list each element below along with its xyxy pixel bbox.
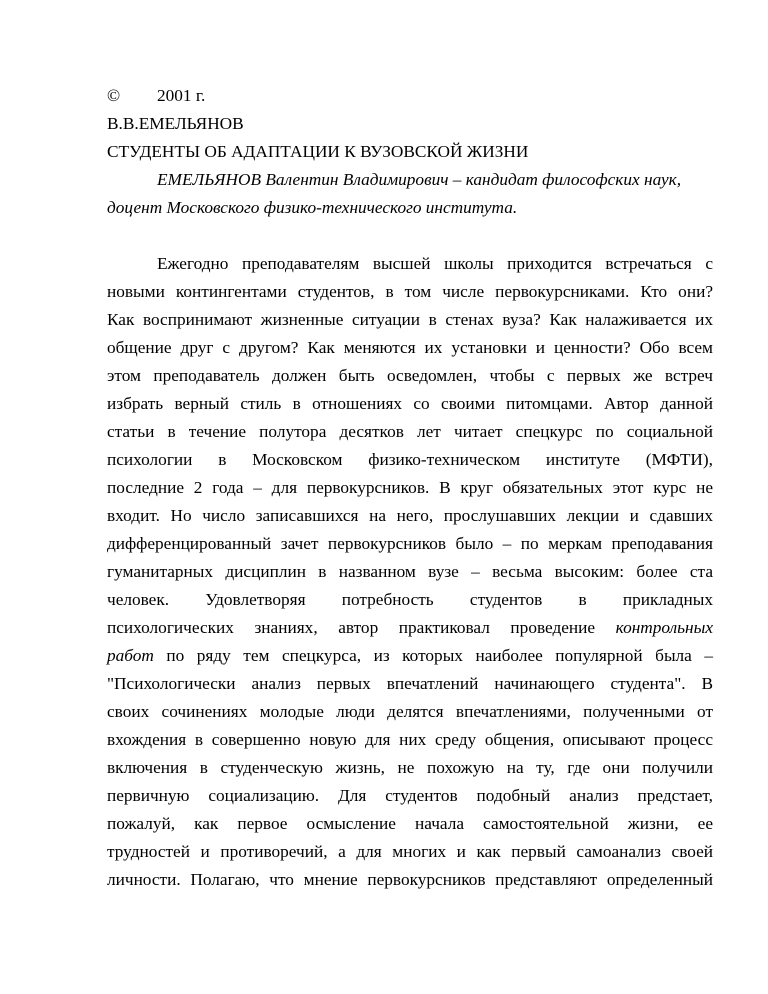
body-line: включения в студенческую жизнь, не похожую на ту, где они получили: [107, 758, 713, 777]
body-line: общение друг с другом? Как меняются их установки и ценности? Обо всем: [107, 338, 713, 357]
body-line: входит. Но число записавшихся на него, прослушавших лекции и сдавших: [107, 506, 713, 525]
copyright-symbol: ©: [107, 86, 121, 105]
document-page: [107, 82, 713, 894]
body-line: Ежегодно преподавателям высшей школы приходится встречаться с: [157, 254, 713, 273]
author-info-line-1: ЕМЕЛЬЯНОВ Валентин Владимирович – кандидат философских наук,: [157, 170, 682, 189]
body-line: статьи в течение полутора десятков лет читает спецкурс по социальной: [107, 422, 713, 441]
body-line: Как воспринимают жизненные ситуации в стенах вуза? Как налаживается их: [107, 310, 713, 329]
author-name: В.В.ЕМЕЛЬЯНОВ: [107, 114, 244, 133]
emphasized-term: контрольных: [615, 618, 713, 637]
body-line: человек. Удовлетворяя потребность студентов в прикладных: [107, 590, 713, 609]
body-line: "Психологически анализ первых впечатлений начинающего студента". В: [107, 674, 713, 693]
body-line: [107, 642, 713, 670]
emphasized-term: работ: [107, 646, 154, 665]
body-line: пожалуй, как первое осмысление начала самостоятельной жизни, ее: [107, 814, 713, 833]
body-paragraph: [107, 250, 713, 894]
body-line: [107, 614, 713, 642]
publication-year: 2001 г.: [157, 86, 206, 105]
article-title: СТУДЕНТЫ ОБ АДАПТАЦИИ К ВУЗОВСКОЙ ЖИЗНИ: [107, 142, 529, 161]
author-info-line-2: доцент Московского физико-технического института.: [107, 198, 518, 217]
body-line: личности. Полагаю, что мнение первокурсников представляют определенный: [107, 870, 713, 889]
body-line: трудностей и противоречий, а для многих и как первый самоанализ своей: [107, 842, 713, 861]
body-line: последние 2 года – для первокурсников. В круг обязательных этот курс не: [107, 478, 713, 497]
body-line: дифференцированный зачет первокурсников было – по меркам преподавания: [107, 534, 713, 553]
body-text-span: по ряду тем спецкурса, из которых наиболее популярной была –: [153, 646, 713, 665]
body-line: первичную социализацию. Для студентов подобный анализ предстает,: [107, 786, 713, 805]
body-line: вхождения в совершенно новую для них среду общения, описывают процесс: [107, 730, 713, 749]
body-text-span: психологических знаниях, автор практиковал проведение: [107, 618, 616, 637]
body-line: избрать верный стиль в отношениях со своими питомцами. Автор данной: [107, 394, 713, 413]
body-line: этом преподаватель должен быть осведомлен, чтобы с первых же встреч: [107, 366, 713, 385]
body-line: новыми контингентами студентов, в том числе первокурсниками. Кто они?: [107, 282, 713, 301]
body-line: гуманитарных дисциплин в названном вузе – весьма высоким: более ста: [107, 562, 713, 581]
copyright-line: [107, 82, 713, 110]
body-line: своих сочинениях молодые люди делятся впечатлениями, полученными от: [107, 702, 713, 721]
author-info: [107, 166, 713, 222]
body-line: психологии в Московском физико-техническом институте (МФТИ),: [107, 450, 713, 469]
